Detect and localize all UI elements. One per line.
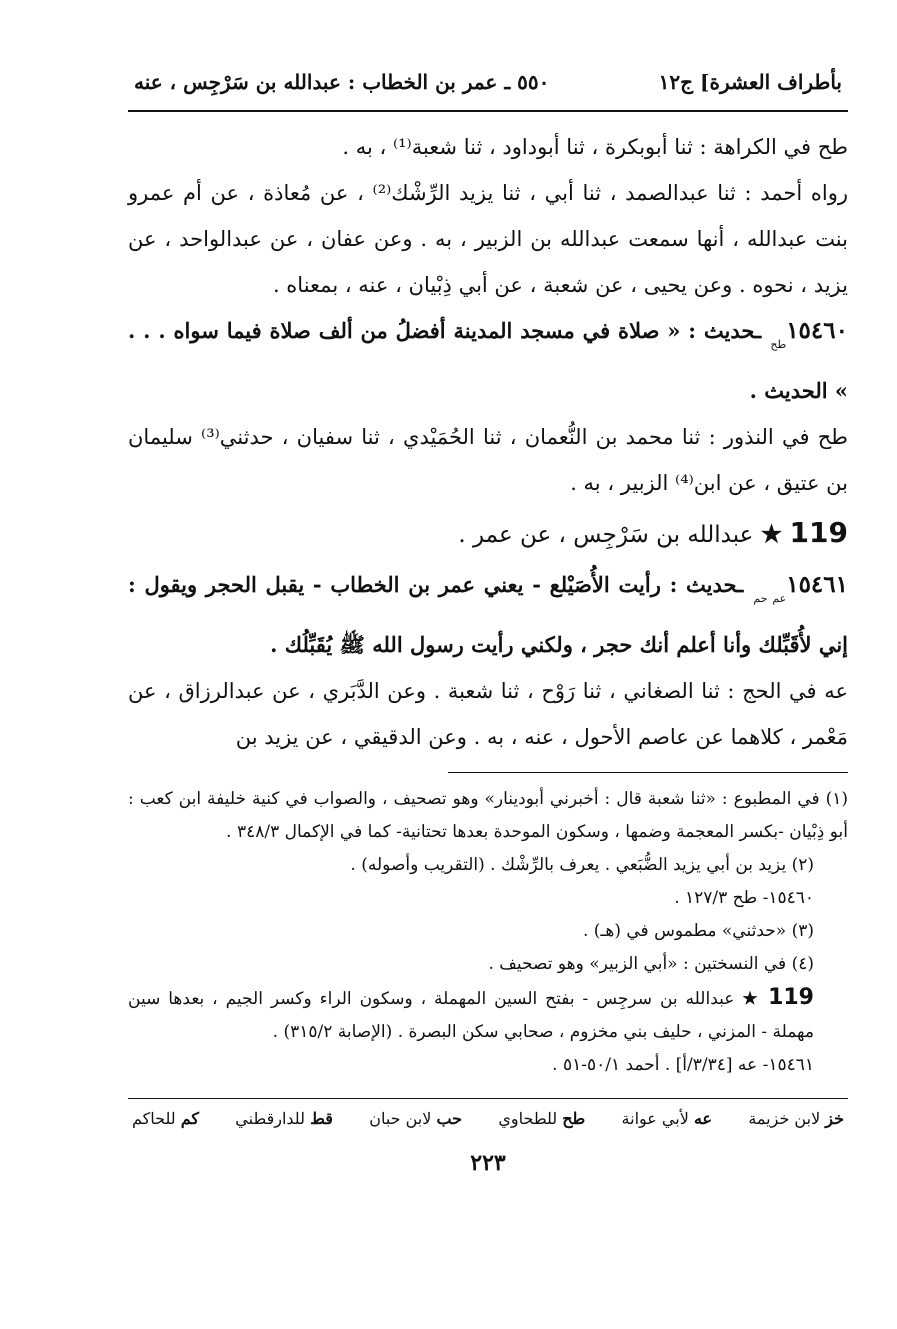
abbreviation: حب لابن حبان [369,1109,463,1128]
abbreviations-key [128,1109,848,1128]
hadith-text: ـحديث : رأيت الأُصَيْلع - يعني عمر بن الخطاب - يقبل الحجر ويقول : إني لأُقَبِّلك وأنا أعلم أنك حجر ، ولكني رأيت رسول الله ﷺ يُقَبِّلُك . [128,572,848,657]
hadith-number: ١٥٤٦٠ [786,317,848,344]
abbreviations-rule [128,1098,848,1099]
star-icon: ★ [760,519,783,548]
footnote-2: (٢) يزيد بن أبي يزيد الضُّبَعي . يعرف بالرِّشْك . (التقريب وأصوله) . [350,855,814,875]
footnote-ref-15461: ١٥٤٦١- عه [٣/٣٤/أ] . أحمد ٥٠/١-٥١ . [552,1055,814,1075]
running-header [128,62,848,104]
page [128,62,848,1176]
header-book-title: بأطراف العشرة] ج١٢ [658,70,842,94]
hadith-15460 [128,308,848,414]
header-rule [128,110,848,112]
abbreviation: خز لابن خزيمة [748,1109,844,1128]
footnote-4: (٤) في النسختين : «أبي الزبير» وهو تصحيف . [488,954,814,974]
paragraph-tahawi: طح في الكراهة : ثنا أبوبكرة ، ثنا أبوداود ، ثنا شعبة⁽¹⁾ ، به . [342,135,848,159]
footnote-1: (١) في المطبوع : «ثنا شعبة قال : أخبرني أبودينار» وهو تصحيف ، والصواب في كنية خليفة ابن كعب : أبو ذِبْيان -بكسر المعجمة وضمها ، وسكون الموحدة بعدها تحتانية- كما في الإكمال ٣٤٨/٣ . [128,789,848,842]
star-icon: ★ [742,989,761,1009]
abbreviation: طح للطحاوي [498,1109,586,1128]
section-number: 119 [789,516,848,549]
abbreviation: عه لأبي عوانة [621,1109,713,1128]
footnote-3: (٣) «حدثني» مطموس في (هـ) . [582,921,814,941]
footnote-text: عبدالله بن سرجِس - بفتح السين المهملة ، وسكون الراء وكسر الجيم ، بعدها سين مهملة - المزني ، حليف بني مخزوم ، صحابي سكن البصرة . (الإصابة ٣١٥/٢) . [128,989,814,1042]
hadith-15461 [128,562,848,668]
abbreviation: قط للدارقطني [235,1109,333,1128]
footnote-rule [448,772,848,773]
paragraph-ahmad: رواه أحمد : ثنا عبدالصمد ، ثنا أبي ، ثنا يزيد الرِّشْك⁽²⁾ ، عن مُعاذة ، عن أم عمرو بنت عبدالله ، أنها سمعت عبدالله بن الزبير ، به . وعن عفان ، عن عبدالواحد ، عن يزيد ، نحوه . وعن يحيى ، عن شعبة ، عن أبي ذِبْيان ، عنه ، بمعناه . [128,181,849,297]
footnote-119 [128,981,848,1049]
page-number: ٢٢٣ [470,1150,506,1176]
hadith-number: ١٥٤٦١ [786,571,848,598]
section-title: عبدالله بن سَرْجِس ، عن عمر . [458,522,754,548]
source-mark: طح [770,338,787,351]
paragraph-hajj: عه في الحج : ثنا الصغاني ، ثنا رَوْح ، ثنا شعبة . وعن الدَّبَري ، عن عبدالرزاق ، عن مَعْمر ، كلاهما عن عاصم الأحول ، عنه ، به . وعن الدقيقي ، عن يزيد بن [128,679,848,749]
section-heading [128,508,848,560]
hadith-text: ـحديث : « صلاة في مسجد المدينة أفضلُ من ألف صلاة فيما سواه . . . » الحديث . [128,318,848,403]
footnote-ref-15460: ١٥٤٦٠- طح ١٢٧/٣ . [674,888,814,908]
abbreviation: كم للحاكم [132,1109,199,1128]
paragraph-nudhur: طح في النذور : ثنا محمد بن النُّعمان ، ثنا الحُمَيْدي ، ثنا سفيان ، حدثني⁽³⁾ سليمان بن عتيق ، عن ابن⁽⁴⁾ الزبير ، به . [128,425,848,495]
source-mark: عم حم [753,592,787,605]
footnote-section-number: 119 [768,985,814,1010]
header-section-title: ٥٥٠ ـ عمر بن الخطاب : عبدالله بن سَرْجِس ، عنه [134,70,550,94]
